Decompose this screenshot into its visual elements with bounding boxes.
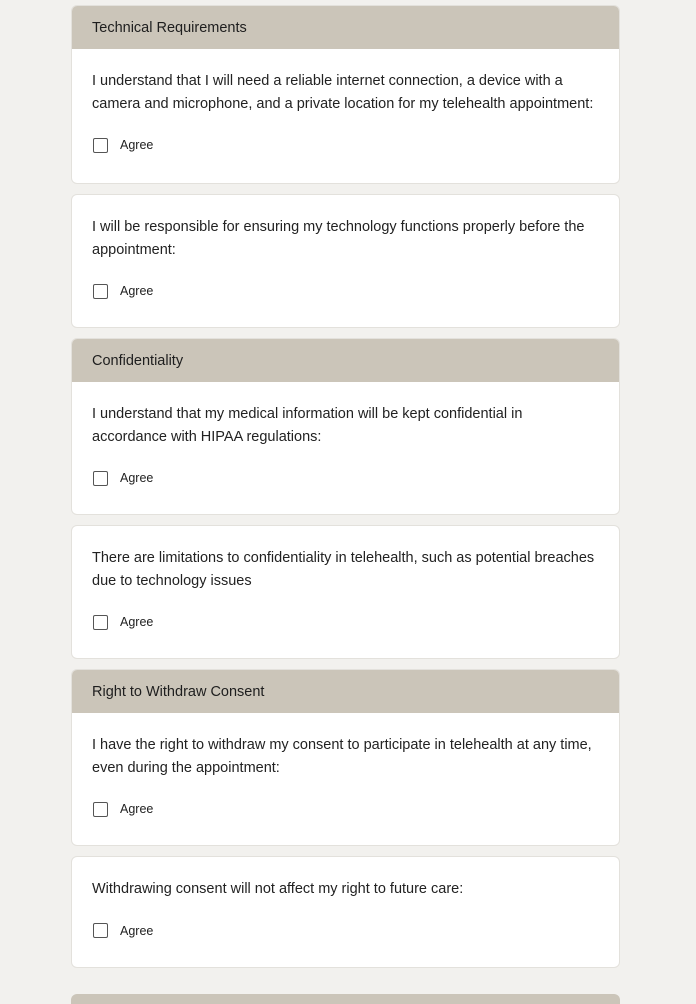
consent-form bbox=[71, 5, 620, 978]
agree-label[interactable]: Agree bbox=[120, 615, 154, 629]
agree-checkbox[interactable] bbox=[93, 284, 108, 299]
agree-label[interactable]: Agree bbox=[120, 138, 154, 152]
agree-checkbox[interactable] bbox=[93, 802, 108, 817]
question-text: I will be responsible for ensuring my technology functions properly before the appointment: bbox=[92, 219, 585, 258]
question-text: I understand that I will need a reliable internet connection, a device with a camera and microphone, and a private location for my telehealth appointment: bbox=[92, 73, 594, 112]
agree-option[interactable] bbox=[92, 468, 599, 488]
section-header: Right to Withdraw Consent bbox=[72, 670, 619, 713]
agree-label[interactable]: Agree bbox=[120, 284, 154, 298]
section-header: Technical Requirements bbox=[72, 6, 619, 49]
agree-option[interactable] bbox=[92, 281, 599, 301]
question-text: I understand that my medical information will be kept confidential in accordance with HIPAA regulations: bbox=[92, 406, 523, 445]
agree-option[interactable] bbox=[92, 921, 599, 941]
section-confidentiality bbox=[71, 338, 620, 515]
question-text: I have the right to withdraw my consent to participate in telehealth at any time, even during the appointment: bbox=[92, 737, 592, 776]
question-card bbox=[71, 525, 620, 659]
agree-label[interactable]: Agree bbox=[120, 802, 154, 816]
agree-checkbox[interactable] bbox=[93, 923, 108, 938]
question-card bbox=[71, 856, 620, 968]
section-header: Confidentiality bbox=[72, 339, 619, 382]
section-technical-requirements bbox=[71, 5, 620, 184]
next-section-header-partial bbox=[71, 994, 620, 1004]
agree-checkbox[interactable] bbox=[93, 615, 108, 630]
agree-option[interactable] bbox=[92, 799, 599, 819]
question-text: Withdrawing consent will not affect my right to future care: bbox=[92, 881, 464, 897]
agree-checkbox[interactable] bbox=[93, 471, 108, 486]
section-right-to-withdraw-consent bbox=[71, 669, 620, 846]
agree-checkbox[interactable] bbox=[93, 138, 108, 153]
question-text: There are limitations to confidentiality in telehealth, such as potential breaches due to technology issues bbox=[92, 550, 595, 589]
agree-label[interactable]: Agree bbox=[120, 923, 154, 938]
agree-label[interactable]: Agree bbox=[120, 471, 154, 485]
agree-option[interactable] bbox=[92, 612, 599, 632]
agree-option[interactable] bbox=[92, 135, 599, 155]
question-card bbox=[71, 194, 620, 328]
